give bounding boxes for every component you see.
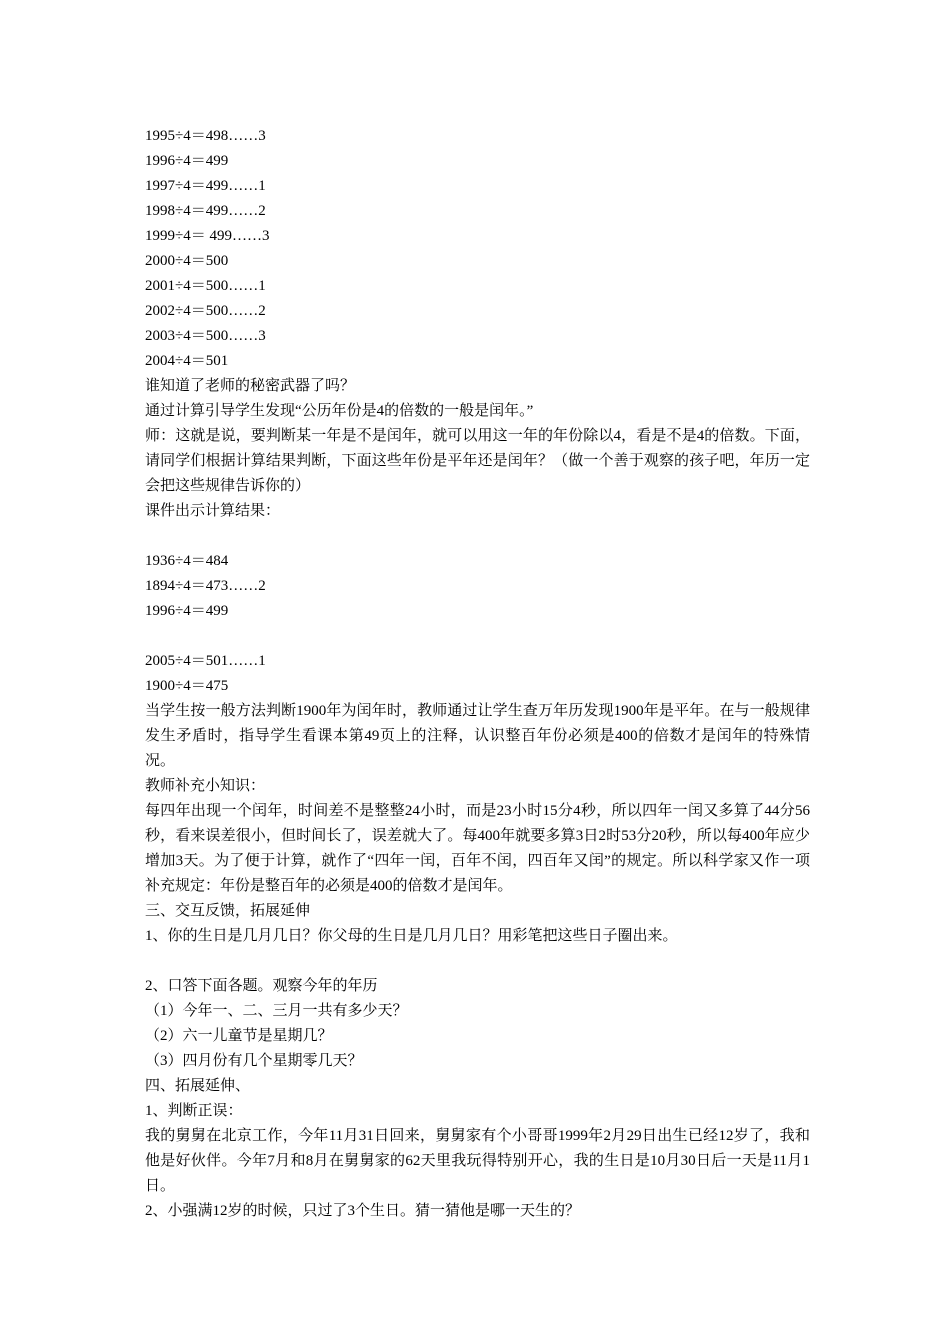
division-line: 1936÷4＝484 <box>145 553 229 569</box>
calendar-question: （2）六一儿童节是星期几？ <box>145 1028 333 1044</box>
division-line: 1900÷4＝475 <box>145 678 229 694</box>
division-line: 2004÷4＝501 <box>145 353 229 369</box>
item-judge: 1、判断正误： <box>145 1103 243 1119</box>
division-line: 1995÷4＝498……3 <box>145 128 266 144</box>
item-calendar: 2、口答下面各题。观察今年的年历 <box>145 978 378 994</box>
blank-line <box>145 624 810 649</box>
division-line: 2005÷4＝501……1 <box>145 653 266 669</box>
division-line: 2002÷4＝500……2 <box>145 303 266 319</box>
courseware-label: 课件出示计算结果： <box>145 503 281 519</box>
century-paragraph: 当学生按一般方法判断1900年为闰年时，教师通过让学生查万年历发现1900年是平年。在与一般规律发生矛盾时，指导学生看课本第49页上的注释，认识整百年份必须是400的倍数才是闰年的特殊情况。 <box>145 703 810 769</box>
division-line: 2001÷4＝500……1 <box>145 278 266 294</box>
calendar-question: （3）四月份有几个星期零几天？ <box>145 1053 363 1069</box>
section-four-title: 四、拓展延伸、 <box>145 1078 251 1094</box>
calendar-questions <box>145 999 810 1074</box>
division-line: 1999÷4＝ 499……3 <box>145 228 270 244</box>
teacher-paragraph: 师：这就是说，要判断某一年是不是闰年，就可以用这一年的年份除以4，看是不是4的倍数。下面，请同学们根据计算结果判断，下面这些年份是平年还是闰年？（做一个善于观察的孩子吧，年历一定会把这些规律告诉你的） <box>145 428 810 494</box>
division-line: 1894÷4＝473……2 <box>145 578 266 594</box>
blank-line <box>145 949 810 974</box>
division-list-2a <box>145 549 810 624</box>
guide-statement: 通过计算引导学生发现“公历年份是4的倍数的一般是闰年。” <box>145 403 534 419</box>
calendar-question: （1）今年一、二、三月一共有多少天？ <box>145 1003 408 1019</box>
division-line: 1998÷4＝499……2 <box>145 203 266 219</box>
knowledge-paragraph: 每四年出现一个闰年，时间差不是整整24小时，而是23小时15分4秒，所以四年一闰又多算了44分56秒，看来误差很小，但时间长了，误差就大了。每400年就要多算3日2时53分20秒，所以每400年应少增加3天。为了便于计算，就作了“四年一闰，百年不闰，四百年又闰”的规定。所以科学家又作一项补充规定：年份是整百年的必须是400的倍数才是闰年。 <box>145 803 810 894</box>
division-list-1 <box>145 124 810 374</box>
section-three-title: 三、交互反馈，拓展延伸 <box>145 903 311 919</box>
item-birthday: 1、你的生日是几月几日？你父母的生日是几月几日？用彩笔把这些日子圈出来。 <box>145 928 678 944</box>
blank-line <box>145 524 810 549</box>
division-line: 2000÷4＝500 <box>145 253 229 269</box>
division-line: 1996÷4＝499 <box>145 603 229 619</box>
knowledge-label: 教师补充小知识： <box>145 778 266 794</box>
division-line: 1996÷4＝499 <box>145 153 229 169</box>
document-page <box>145 124 810 1224</box>
item-guess: 2、小强满12岁的时候，只过了3个生日。猜一猜他是哪一天生的？ <box>145 1203 581 1219</box>
division-line: 2003÷4＝500……3 <box>145 328 266 344</box>
question-secret: 谁知道了老师的秘密武器了吗？ <box>145 378 356 394</box>
division-list-2b <box>145 649 810 699</box>
judge-paragraph: 我的舅舅在北京工作，今年11月31日回来，舅舅家有个小哥哥1999年2月29日出生已经12岁了，我和他是好伙伴。今年7月和8月在舅舅家的62天里我玩得特别开心，我的生日是10月30日后一天是11月1日。 <box>145 1128 810 1194</box>
division-line: 1997÷4＝499……1 <box>145 178 266 194</box>
